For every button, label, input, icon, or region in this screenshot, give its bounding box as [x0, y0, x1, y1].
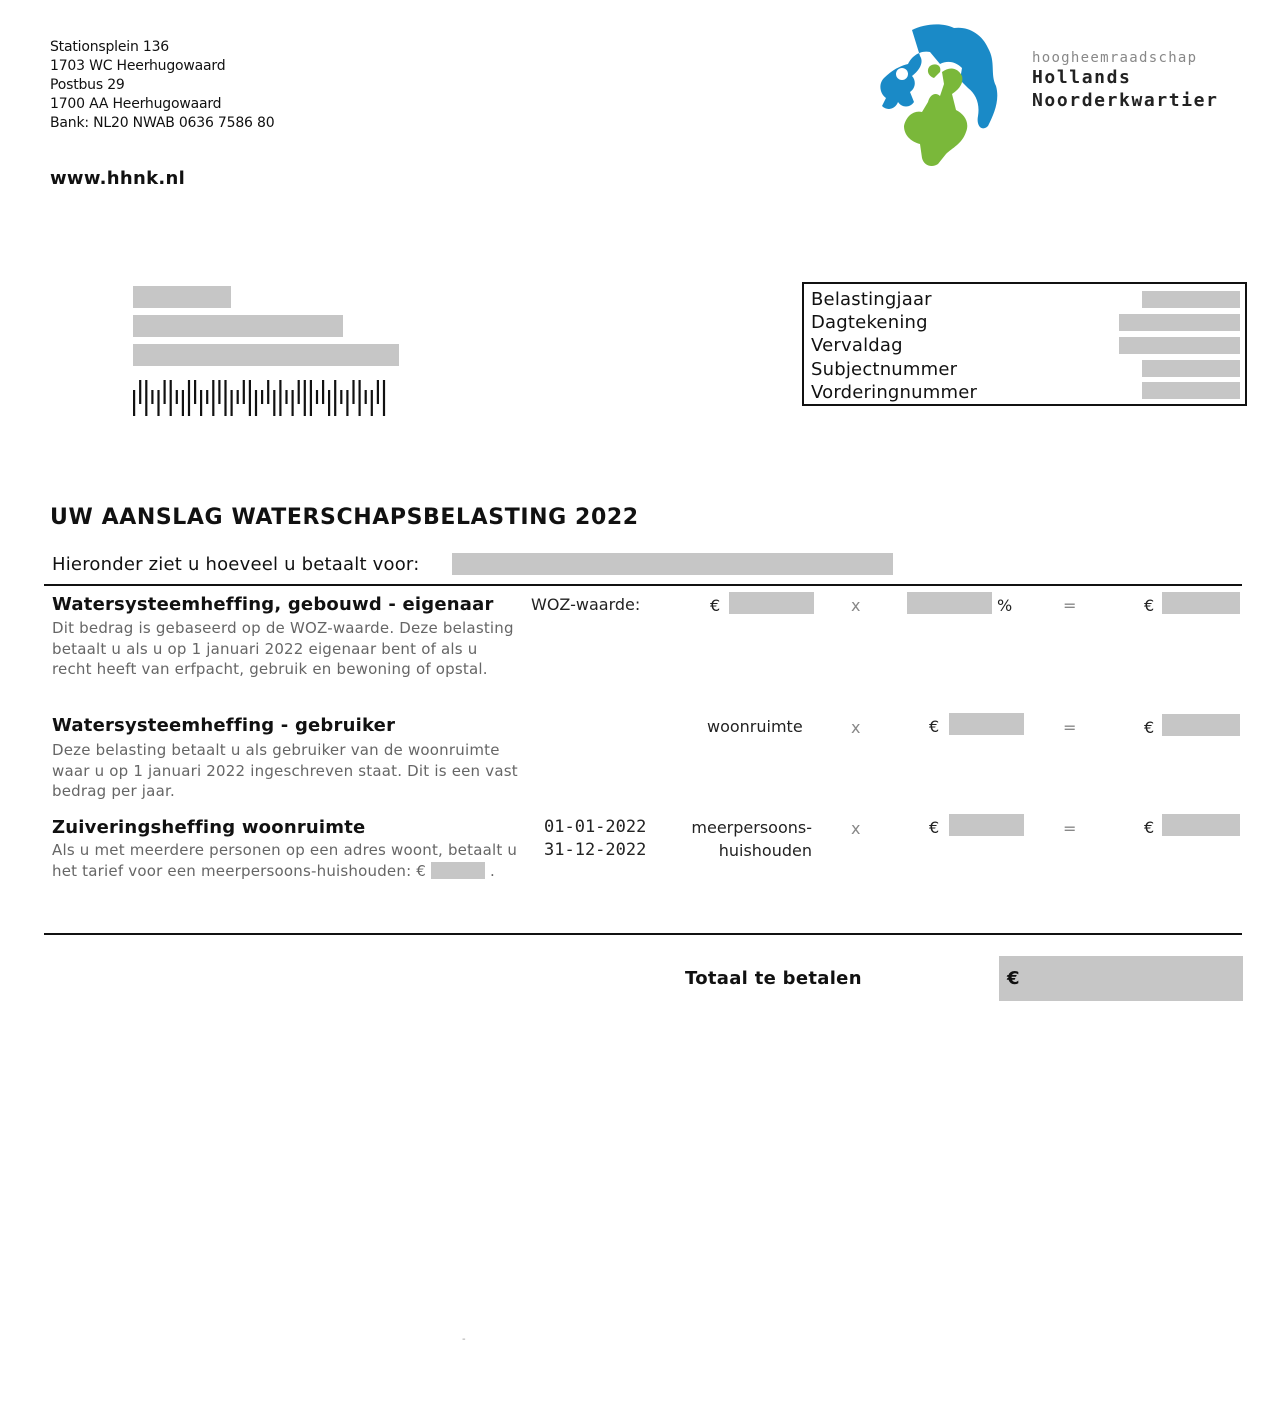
redacted-amount [1162, 592, 1240, 614]
redacted-amount [1162, 814, 1240, 836]
barcode-bar [292, 390, 294, 416]
org-line-1: hoogheemraadschap [1032, 50, 1198, 66]
row-description-end: . [489, 861, 495, 880]
tax-info-box [802, 282, 1247, 406]
currency-symbol: € [710, 596, 721, 615]
equals-sign: = [1063, 819, 1077, 838]
address-line: 1700 AA Heerhugowaard [50, 96, 222, 112]
barcode-bar [340, 390, 342, 404]
barcode-bar [255, 390, 257, 416]
barcode-bar [194, 380, 196, 404]
redacted-value [1119, 337, 1240, 354]
barcode-bar [237, 390, 239, 404]
redacted-tariff [431, 862, 485, 879]
row-title: Zuiveringsheffing woonruimte [52, 817, 366, 838]
label-vorderingnummer: Vorderingnummer [811, 382, 978, 403]
barcode-bar [328, 390, 330, 416]
barcode-bar [334, 380, 336, 416]
org-line-3: Noorderkwartier [1032, 90, 1219, 111]
times-sign: x [851, 718, 861, 737]
total-amount-box [999, 956, 1243, 1001]
barcode-bar [285, 390, 287, 404]
currency-symbol: € [1144, 718, 1155, 737]
row-description: Dit bedrag is gebaseerd op de WOZ-waarde. Deze belasting betaalt u als u op 1 januari 2022 eigenaar bent of als u recht heeft van erfpacht, gebruik en bewoning of opstal. [52, 619, 514, 678]
barcode-bar [218, 380, 220, 404]
redacted-recipient-name [133, 286, 231, 308]
redacted-value [1119, 314, 1240, 331]
barcode-bar [352, 380, 354, 404]
times-sign: x [851, 596, 861, 615]
currency-symbol: € [1144, 596, 1155, 615]
bank-line: Bank: NL20 NWAB 0636 7586 80 [50, 115, 275, 131]
barcode-bar [133, 390, 135, 416]
hhnk-logo-icon [872, 22, 1002, 170]
row-title: Watersysteemheffing - gebruiker [52, 715, 396, 736]
redacted-value [1142, 291, 1240, 308]
redacted-recipient-street [133, 315, 343, 337]
footer-mark: - [462, 1334, 466, 1345]
equals-sign: = [1063, 718, 1077, 737]
address-line: Postbus 29 [50, 77, 125, 93]
row-description: Deze belasting betaalt u als gebruiker van de woonruimte waar u op 1 januari 2022 ingeschreven staat. Dit is een vast bedrag per jaar. [52, 741, 518, 800]
website-link[interactable]: www.hhnk.nl [50, 168, 186, 189]
label-dagtekening: Dagtekening [811, 312, 928, 333]
barcode-bar [371, 390, 373, 416]
currency-symbol: € [929, 717, 940, 736]
address-line: Stationsplein 136 [50, 39, 169, 55]
barcode-bar [212, 380, 214, 416]
basis-label: WOZ-waarde: [531, 595, 641, 614]
barcode-bar [261, 390, 263, 404]
barcode-bar [139, 380, 141, 404]
period-to: 31-12-2022 [544, 840, 647, 860]
barcode-bar [279, 380, 281, 416]
barcode-bar [383, 380, 385, 416]
barcode-bar [377, 380, 379, 404]
barcode-bar [224, 380, 226, 416]
barcode-bar [359, 380, 361, 416]
barcode-bar [243, 380, 245, 404]
sender-address [50, 38, 274, 133]
redacted-rate [907, 592, 992, 614]
redacted-amount [1162, 714, 1240, 736]
equals-sign: = [1063, 596, 1077, 615]
currency-symbol: € [929, 818, 940, 837]
barcode-bar [310, 380, 312, 416]
period-from: 01-01-2022 [544, 817, 647, 837]
barcode-bar [206, 390, 208, 404]
redacted-recipient-city [133, 344, 399, 366]
address-line: 1703 WC Heerhugowaard [50, 58, 226, 74]
barcode-bar [182, 390, 184, 416]
currency-symbol: € [1144, 818, 1155, 837]
barcode-bar [304, 380, 306, 416]
total-currency: € [1007, 968, 1020, 989]
row-title: Watersysteemheffing, gebouwd - eigenaar [52, 594, 494, 615]
redacted-woz-value [729, 592, 814, 614]
page-title: UW AANSLAG WATERSCHAPSBELASTING 2022 [50, 505, 639, 530]
barcode-bar [176, 390, 178, 404]
barcode-bar [346, 390, 348, 416]
label-vervaldag: Vervaldag [811, 335, 903, 356]
barcode-bar [365, 390, 367, 404]
barcode-bar [322, 380, 324, 404]
redacted-value [1142, 360, 1240, 377]
barcode-bar [267, 380, 269, 404]
barcode-bar [316, 390, 318, 404]
redacted-tariff [949, 814, 1024, 836]
barcode-bar [157, 390, 159, 416]
basis-label [678, 818, 812, 860]
barcode-bar [298, 380, 300, 404]
basis-line-2: huishouden [718, 841, 812, 860]
intro-text: Hieronder ziet u hoeveel u betaalt voor: [52, 554, 420, 575]
barcode-bar [164, 380, 166, 404]
total-label: Totaal te betalen [685, 968, 862, 989]
barcode-bar [145, 380, 147, 416]
percent-sign: % [997, 596, 1013, 615]
basis-line-1: meerpersoons- [691, 818, 812, 837]
label-belastingjaar: Belastingjaar [811, 289, 932, 310]
barcode-bar [231, 390, 233, 416]
redacted-value [1142, 382, 1240, 399]
barcode-bar [200, 390, 202, 416]
postal-barcode [132, 380, 388, 416]
barcode-bar [188, 380, 190, 416]
redacted-object-address [452, 553, 893, 575]
times-sign: x [851, 819, 861, 838]
label-subjectnummer: Subjectnummer [811, 359, 958, 380]
barcode-bar [273, 390, 275, 416]
redacted-tariff [949, 713, 1024, 735]
row-description-text: Als u met meerdere personen op een adres woont, betaalt u het tarief voor een meerpersoons-huishouden: € [52, 841, 518, 880]
barcode-bar [151, 390, 153, 404]
basis-label: woonruimte [707, 717, 803, 736]
divider [44, 933, 1242, 935]
organization-name [1032, 50, 1219, 112]
barcode-bar [170, 380, 172, 416]
barcode-bar [249, 380, 251, 416]
org-line-2: Hollands [1032, 67, 1132, 88]
divider [44, 584, 1242, 586]
row-description [52, 840, 522, 881]
